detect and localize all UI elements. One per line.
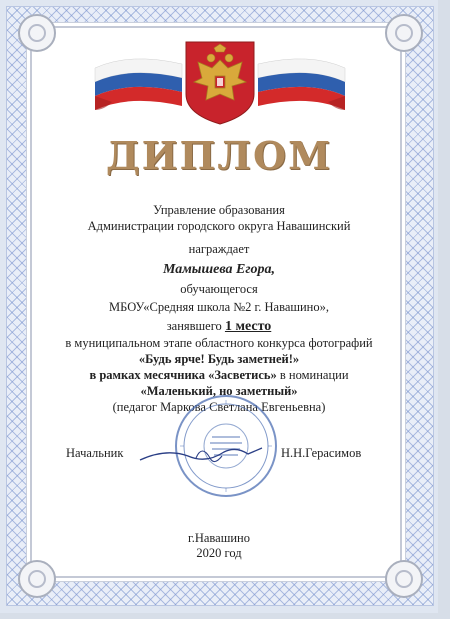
month-line: [0, 368, 438, 383]
corner-ornament-icon: [18, 560, 56, 598]
nomination-title: «Маленький, но заметный»: [140, 384, 298, 398]
place-line: [0, 319, 438, 335]
russian-coat-of-arms-icon: [186, 42, 254, 124]
contest-title: «Будь ярче! Будь заметней!»: [138, 352, 300, 366]
nomination-prefix: в номинации: [276, 368, 349, 382]
city-label: г.Навашино: [188, 531, 250, 545]
corner-ornament-icon: [385, 14, 423, 52]
school-name: МБОУ«Средняя школа №2 г. Навашино»,: [109, 300, 329, 314]
place-value: 1 место: [224, 319, 272, 334]
handwritten-signature-icon: [136, 438, 266, 472]
emblem-header: [90, 38, 350, 128]
corner-ornament-icon: [18, 14, 56, 52]
issuer-line-1: Управление образования: [153, 203, 285, 217]
diploma-title: ДИПЛОМ: [105, 133, 333, 178]
recipient-role: обучающегося: [180, 282, 258, 296]
occupied-label: занявшего: [166, 319, 222, 333]
issuer-line-2: Администрации городского округа Навашинский: [87, 219, 351, 233]
year-label: 2020 год: [196, 546, 242, 560]
signer-position: Начальник: [66, 446, 124, 460]
stage-line: в муниципальном этапе областного конкурса фотографий: [65, 336, 373, 350]
signer-name: Н.Н.Герасимов: [281, 446, 362, 460]
awards-label: награждает: [188, 242, 250, 256]
month-name: в рамках месячника «Засветись»: [89, 368, 277, 382]
teacher-line: (педагог Маркова Светлана Евгеньевна): [112, 400, 326, 414]
corner-ornament-icon: [385, 560, 423, 598]
recipient-name: Мамышева Егора,: [162, 262, 276, 277]
russian-flag-ribbon-icon: [90, 38, 350, 128]
